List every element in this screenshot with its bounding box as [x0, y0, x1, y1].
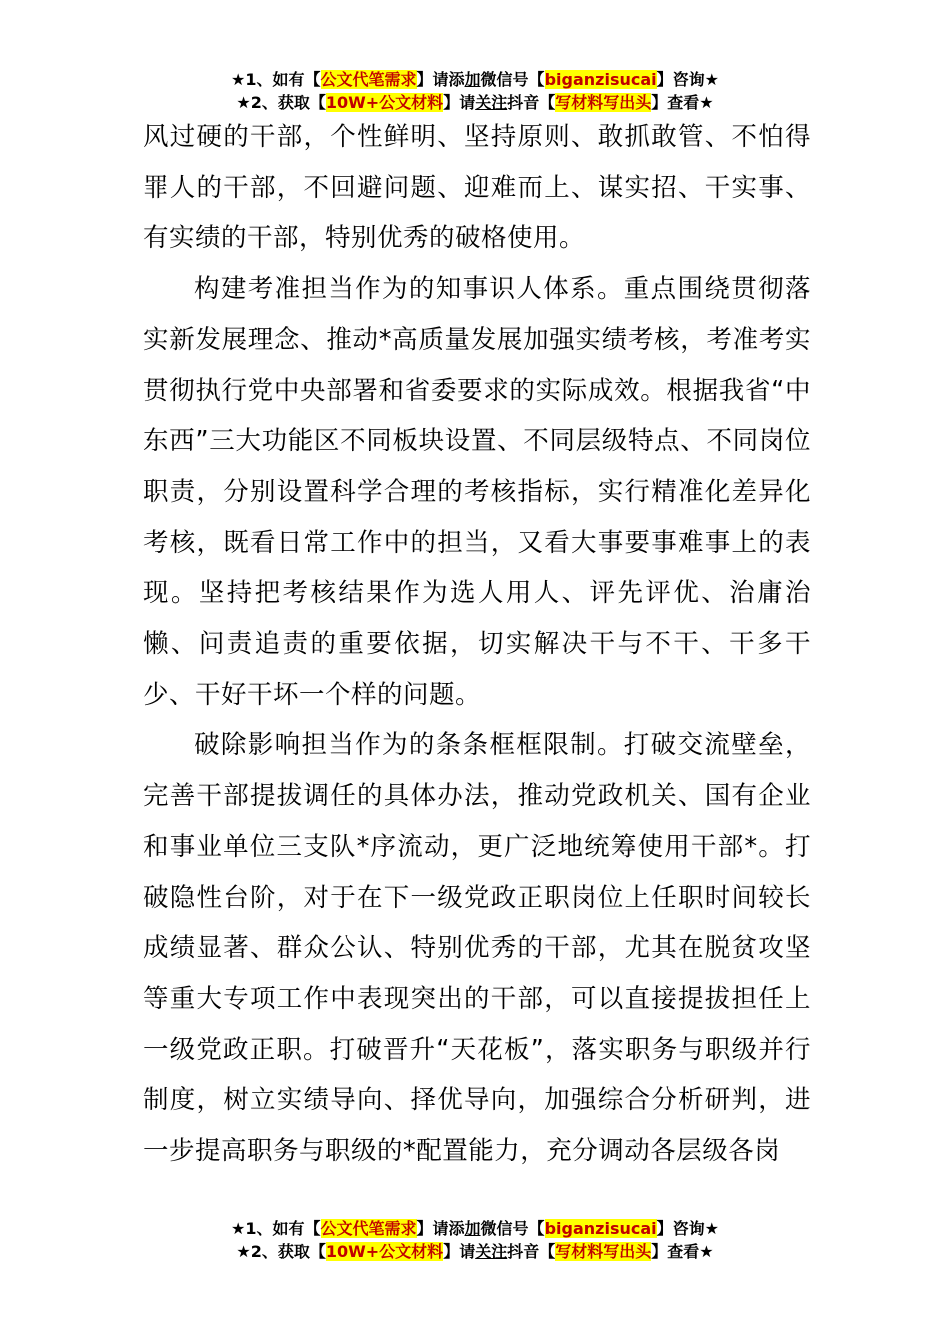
header-banner: [0, 68, 950, 114]
header-line-1-suffix: 】咨询★: [656, 70, 719, 89]
header-line-2-prefix: ★2、获取【: [236, 93, 326, 112]
header-line-1-text-2: 微信号【: [480, 70, 545, 89]
header-line-2-suffix: 】查看★: [651, 93, 714, 112]
footer-line-1-underlined: 加: [464, 1219, 481, 1238]
header-line-1-highlight-service: 公文代笔需求: [320, 70, 417, 89]
header-line-1-prefix: ★1、如有【: [231, 70, 321, 89]
footer-line-2-text: 】请: [443, 1242, 476, 1261]
header-line-2-highlight-materials: 10W+公文材料: [325, 93, 444, 112]
header-line-1-text: 】请添: [416, 70, 465, 89]
document-body: [143, 112, 811, 1177]
footer-banner: [0, 1217, 950, 1263]
header-line-2: [0, 91, 950, 114]
footer-line-2-highlight-materials: 10W+公文材料: [325, 1242, 444, 1261]
footer-line-1-highlight-service: 公文代笔需求: [320, 1219, 417, 1238]
footer-line-1-text-2: 微信号【: [480, 1219, 545, 1238]
header-line-2-text-2: 抖音【: [507, 93, 556, 112]
footer-line-2-highlight-douyin: 写材料写出头: [555, 1242, 652, 1261]
footer-line-2-underlined: 关注: [475, 1242, 508, 1261]
paragraph-assessment-system: 构建考准担当作为的知事识人体系。重点围绕贯彻落实新发展理念、推动*高质量发展加强实绩考核，考准考实贯彻执行党中央部署和省委要求的实际成效。根据我省“中东西”三大功能区不同板块设置、不同层级特点、不同岗位职责，分别设置科学合理的考核指标，实行精准化差异化考核，既看日常工作中的担当，又看大事要事难事上的表现。坚持把考核结果作为选人用人、评先评优、治庸治懒、问责追责的重要依据，切实解决干与不干、干多干少、干好干坏一个样的问题。: [143, 274, 811, 710]
footer-line-2-prefix: ★2、获取【: [236, 1242, 326, 1261]
header-line-1: [0, 68, 950, 91]
paragraph-break-restrictions: 破除影响担当作为的条条框框限制。打破交流壁垒，完善干部提拔调任的具体办法，推动党政机关、国有企业和事业单位三支队*序流动，更广泛地统筹使用干部*。打破隐性台阶，对于在下一级党政正职岗位上任职时间较长成绩显著、群众公认、特别优秀的干部，尤其在脱贫攻坚等重大专项工作中表现突出的干部，可以直接提拔担任上一级党政正职。打破晋升“天花板”，落实职务与职级并行制度，树立实绩导向、择优导向，加强综合分析研判，进一步提高职务与职级的*配置能力，充分调动各层级各岗: [143, 730, 811, 1167]
footer-line-1-highlight-wechat: biganzisucai: [544, 1219, 657, 1238]
footer-line-1-suffix: 】咨询★: [656, 1219, 719, 1238]
header-line-2-highlight-douyin: 写材料写出头: [555, 93, 652, 112]
footer-line-2-text-2: 抖音【: [507, 1242, 556, 1261]
footer-line-1: [0, 1217, 950, 1240]
footer-line-1-prefix: ★1、如有【: [231, 1219, 321, 1238]
footer-line-1-text: 】请添: [416, 1219, 465, 1238]
paragraph-continued: 风过硬的干部，个性鲜明、坚持原则、敢抓敢管、不怕得罪人的干部，不回避问题、迎难而上、谋实招、干实事、有实绩的干部，特别优秀的破格使用。: [143, 122, 811, 254]
header-line-2-text: 】请: [443, 93, 476, 112]
header-line-2-underlined: 关注: [475, 93, 508, 112]
header-line-1-highlight-wechat: biganzisucai: [544, 70, 657, 89]
header-line-1-underlined: 加: [464, 70, 481, 89]
footer-line-2-suffix: 】查看★: [651, 1242, 714, 1261]
footer-line-2: [0, 1240, 950, 1263]
